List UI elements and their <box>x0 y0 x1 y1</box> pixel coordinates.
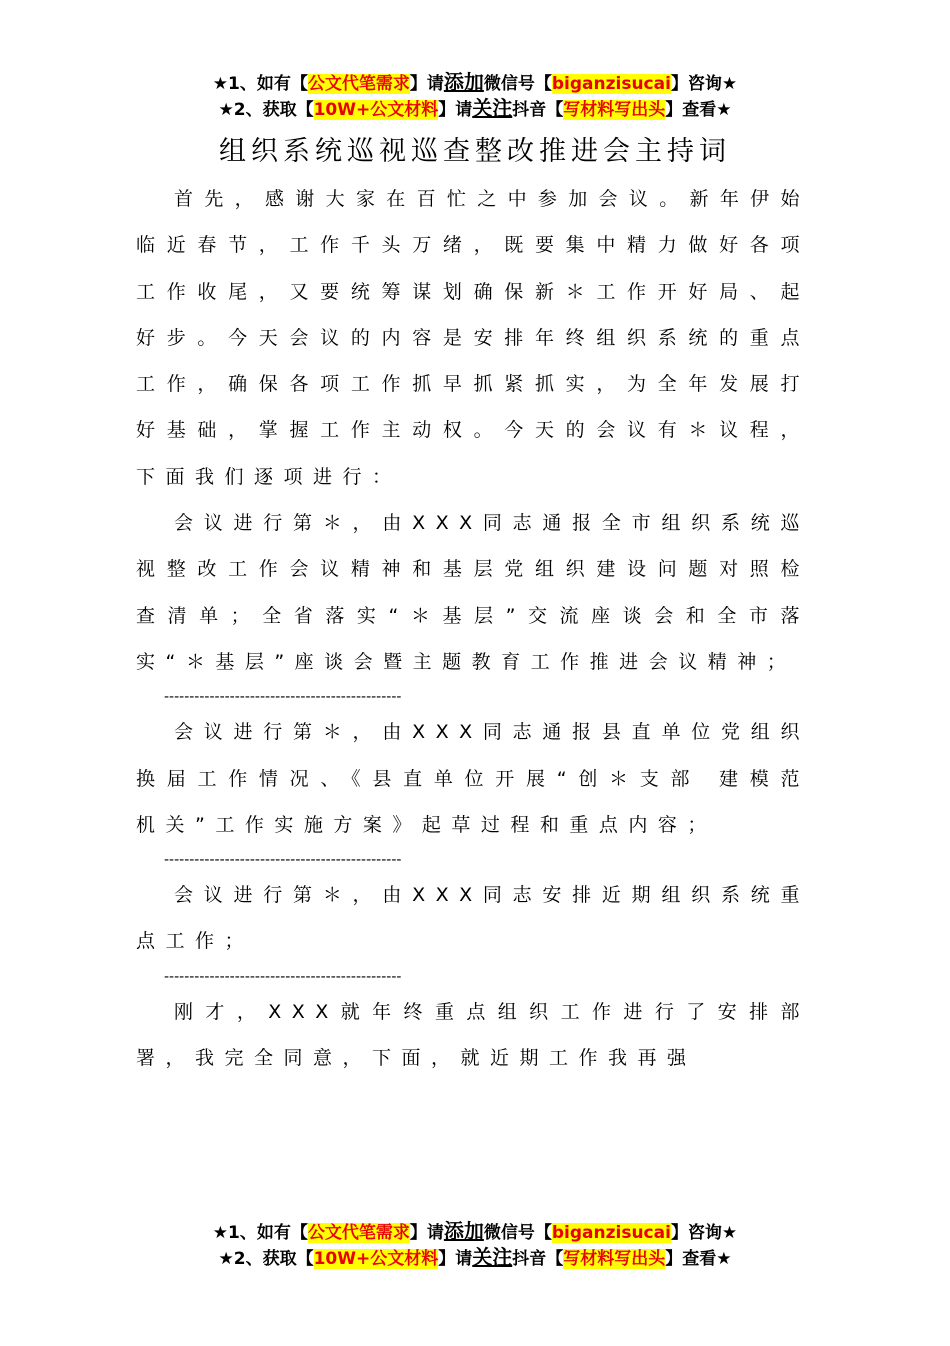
banner-line-2 <box>0 96 950 122</box>
banner-text: 】请 <box>438 1249 473 1269</box>
banner-highlight: 公文代笔需求 <box>307 1223 410 1243</box>
separator-line: ----------------------------------------------- <box>164 689 402 706</box>
separator-line: ----------------------------------------------- <box>164 968 402 985</box>
banner-highlight: biganzisucai <box>551 1223 671 1243</box>
banner-text: ★2、获取【 <box>218 100 314 120</box>
banner-line-2 <box>0 1245 950 1271</box>
banner-highlight: 写材料写出头 <box>563 1249 666 1269</box>
banner-emphasis: 添加 <box>443 1219 484 1243</box>
banner-emphasis: 关注 <box>472 96 513 120</box>
banner-text: 微信号【 <box>483 1223 552 1243</box>
separator-line: ----------------------------------------------- <box>164 852 402 869</box>
paragraph: 会议进行第＊，由XXX同志通报全市组织系统巡视整改工作会议精神和基层党组织建设问题对照检查清单；全省落实“＊基层”交流座谈会和全市落实“＊基层”座谈会暨主题教育工作推进会议精神； <box>136 512 810 673</box>
banner-highlight: 写材料写出头 <box>563 100 666 120</box>
header-banner <box>0 70 950 122</box>
banner-emphasis: 添加 <box>443 70 484 94</box>
banner-highlight: 10W+公文材料 <box>313 100 439 120</box>
banner-text: 】咨询★ <box>670 74 738 94</box>
banner-text: ★1、如有【 <box>212 74 308 94</box>
banner-text: 】请 <box>438 100 473 120</box>
paragraph: 会议进行第＊，由XXX同志安排近期组织系统重点工作； <box>136 884 810 953</box>
document-title: 组织系统巡视巡查整改推进会主持词 <box>219 136 731 167</box>
banner-highlight: 10W+公文材料 <box>313 1249 439 1269</box>
banner-text: 】查看★ <box>665 1249 732 1269</box>
banner-line-1 <box>0 70 950 96</box>
banner-text: 抖音【 <box>512 100 564 120</box>
banner-text: 】请 <box>409 1223 444 1243</box>
banner-text: 微信号【 <box>483 74 552 94</box>
banner-text: 】咨询★ <box>670 1223 738 1243</box>
banner-text: 抖音【 <box>512 1249 564 1269</box>
paragraph: 刚才，XXX就年终重点组织工作进行了安排部署，我完全同意，下面，就近期工作我再强 <box>136 1000 810 1070</box>
banner-highlight: 公文代笔需求 <box>307 74 410 94</box>
banner-text: ★2、获取【 <box>218 1249 314 1269</box>
banner-text: ★1、如有【 <box>212 1223 308 1243</box>
banner-highlight: biganzisucai <box>551 74 671 94</box>
paragraph: 首先，感谢大家在百忙之中参加会议。新年伊始临近春节，工作千头万绪，既要集中精力做好各项工作收尾，又要统筹谋划确保新＊工作开好局、起好步。今天会议的内容是安排年终组织系统的重点工作，确保各项工作抓早抓紧抓实，为全年发展打好基础，掌握工作主动权。今天的会议有＊议程，下面我们逐项进行： <box>136 188 810 488</box>
paragraph: 会议进行第＊，由XXX同志通报县直单位党组织换届工作情况、《县直单位开展“创＊支部 建模范机关”工作实施方案》起草过程和重点内容； <box>136 721 810 836</box>
banner-text: 】请 <box>409 74 444 94</box>
banner-line-1 <box>0 1219 950 1245</box>
footer-banner <box>0 1219 950 1271</box>
document-body <box>136 176 810 1081</box>
banner-text: 】查看★ <box>665 100 732 120</box>
banner-emphasis: 关注 <box>472 1245 513 1269</box>
